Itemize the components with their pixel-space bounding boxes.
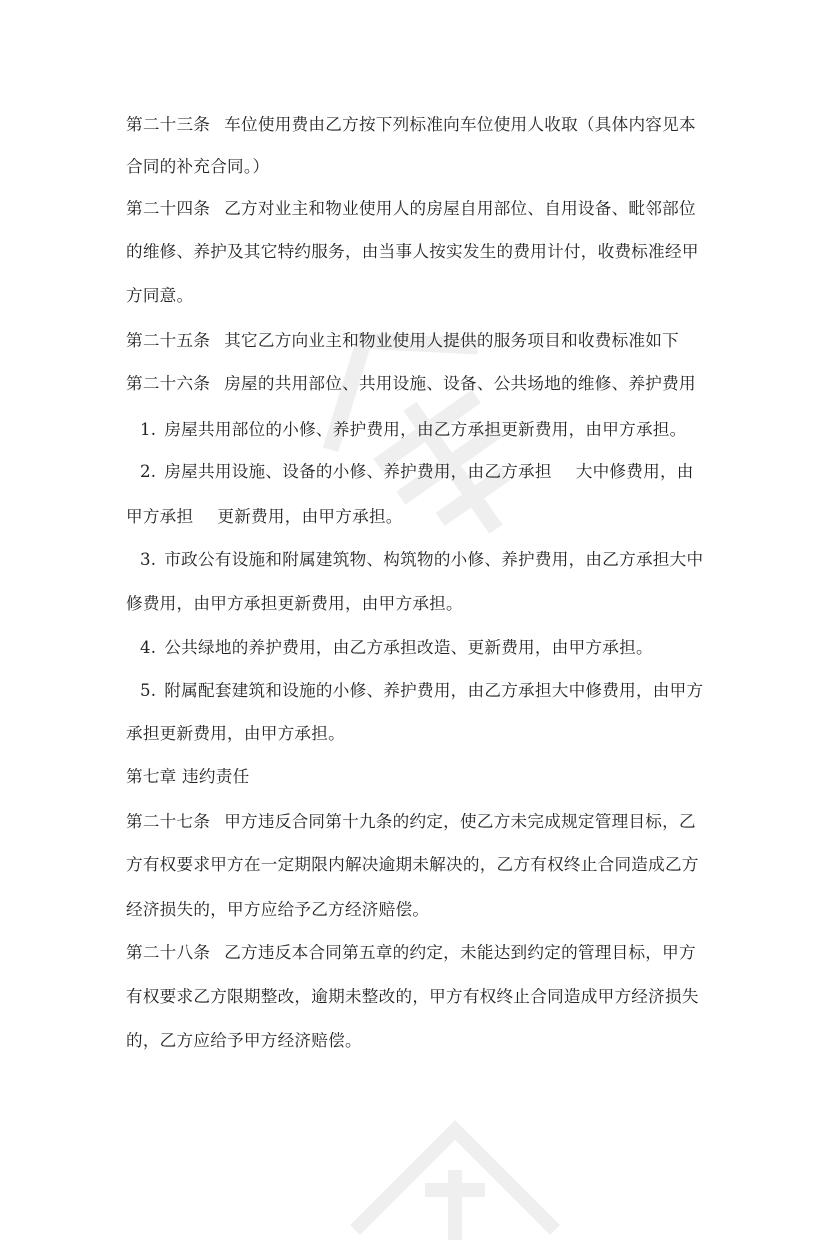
article-text: 乙方违反本合同第五章的约定，未能达到约定的管理目标，甲方 — [224, 943, 696, 962]
article-text: 其它乙方向业主和物业使用人提供的服务项目和收费标准如下 — [224, 331, 679, 350]
watermark-logo — [335, 1110, 575, 1250]
list-number: 4. — [140, 638, 157, 657]
list-number: 1. — [140, 420, 157, 439]
list-item-4 — [140, 636, 653, 660]
article-number: 第二十八条 — [126, 943, 211, 962]
article-number: 第二十五条 — [126, 331, 211, 350]
article-number: 第二十六条 — [126, 374, 211, 393]
list-text: 附属配套建筑和设施的小修、养护费用，由乙方承担大中修费用，由甲方 — [164, 681, 704, 700]
article-23-line-1 — [126, 113, 696, 137]
article-text: 乙方对业主和物业使用人的房屋自用部位、自用设备、毗邻部位 — [224, 199, 696, 218]
list-text: 甲方承担 — [126, 507, 194, 526]
article-number: 第二十四条 — [126, 199, 211, 218]
list-item-5-cont: 承担更新费用，由甲方承担。 — [126, 724, 345, 743]
list-text: 市政公有设施和附属建筑物、构筑物的小修、养护费用，由乙方承担大中 — [164, 550, 704, 569]
article-text: 车位使用费由乙方按下列标准向车位使用人收取（具体内容见本 — [224, 115, 696, 134]
article-text: 甲方违反合同第十九条的约定，使乙方未完成规定管理目标，乙 — [224, 812, 696, 831]
list-text: 大中修费用，由 — [575, 462, 694, 481]
list-text: 更新费用，由甲方承担。 — [217, 507, 403, 526]
article-27-line-3: 经济损失的，甲方应给予乙方经济赔偿。 — [126, 900, 430, 919]
article-28-line-2: 有权要求乙方限期整改，逾期未整改的，甲方有权终止合同造成甲方经济损失 — [126, 987, 699, 1006]
article-28-line-1 — [126, 941, 696, 965]
article-27-line-2: 方有权要求甲方在一定期限内解决逾期未解决的，乙方有权终止合同造成乙方 — [126, 855, 699, 874]
list-number: 5. — [140, 681, 157, 700]
article-23-line-2: 合同的补充合同。） — [126, 157, 270, 176]
list-item-1 — [140, 418, 687, 442]
list-item-5 — [140, 679, 703, 703]
article-text: 房屋的共用部位、共用设施、设备、公共场地的维修、养护费用 — [224, 374, 696, 393]
article-24-line-1 — [126, 197, 696, 221]
article-24-line-3: 方同意。 — [126, 286, 194, 305]
article-26-line-1 — [126, 372, 696, 396]
article-27-line-1 — [126, 810, 696, 834]
list-number: 2. — [140, 462, 157, 481]
article-number: 第二十三条 — [126, 115, 211, 134]
article-25-line-1 — [126, 329, 679, 353]
list-item-2 — [140, 460, 694, 484]
list-item-3 — [140, 548, 703, 572]
article-24-line-2: 的维修、养护及其它特约服务，由当事人按实发生的费用计付，收费标准经甲 — [126, 242, 699, 261]
list-item-2-cont — [126, 505, 403, 529]
article-number: 第二十七条 — [126, 812, 211, 831]
article-28-line-3: 的，乙方应给予甲方经济赔偿。 — [126, 1031, 362, 1050]
list-text: 公共绿地的养护费用，由乙方承担改造、更新费用，由甲方承担。 — [164, 638, 653, 657]
list-text: 房屋共用设施、设备的小修、养护费用，由乙方承担 — [164, 462, 552, 481]
list-item-3-cont: 修费用，由甲方承担更新费用，由甲方承担。 — [126, 594, 463, 613]
list-text: 房屋共用部位的小修、养护费用，由乙方承担更新费用，由甲方承担。 — [164, 420, 687, 439]
list-number: 3. — [140, 550, 157, 569]
chapter-7-heading: 第七章 违约责任 — [126, 767, 250, 786]
